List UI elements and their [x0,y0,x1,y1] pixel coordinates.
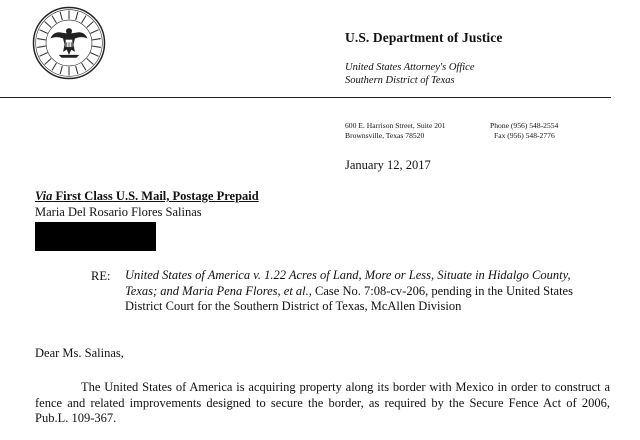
office-name [345,61,475,87]
header-divider [0,97,611,98]
body-paragraph-1: The United States of America is acquiring property along its border with Mexico in order to construct a fence and related improvements designed to secure the border, as required by the Secure Fence Act of 2006, Pub.L. 109-367. [35,380,610,425]
redaction-block [35,222,156,251]
delivery-method-text: First Class U.S. Mail, Postage Prepaid [52,189,259,203]
department-name: U.S. Department of Justice [345,30,503,45]
delivery-method [35,189,259,204]
address-line-1: 600 E. Harrison Street, Suite 201 [345,121,446,130]
re-case-details: Case No. 7:08-cv-206, pending in the United States District Court for the Southern District of Texas, McAllen Division [125,283,573,313]
re-case-title: United States of America v. 1.22 Acres of Land, More or Less, Situate in Hidalgo County, Texas; and Maria Pena Flores, et al., [125,268,571,298]
recipient-name: Maria Del Rosario Flores Salinas [35,205,202,219]
re-case-description [125,268,603,315]
re-label: RE: [91,269,111,283]
office-line-1: United States Attorney's Office [345,62,475,73]
salutation: Dear Ms. Salinas, [35,346,124,360]
office-line-2: Southern District of Texas [345,75,455,86]
office-address [345,121,446,141]
letter-date: January 12, 2017 [345,158,431,172]
office-contact [490,121,558,141]
doj-seal-icon [32,6,106,80]
delivery-method-italic: Via [35,189,53,203]
address-line-2: Brownsville, Texas 78520 [345,131,425,140]
fax-number: Fax (956) 548-2776 [494,131,555,140]
phone-number: Phone (956) 548-2554 [490,121,559,130]
